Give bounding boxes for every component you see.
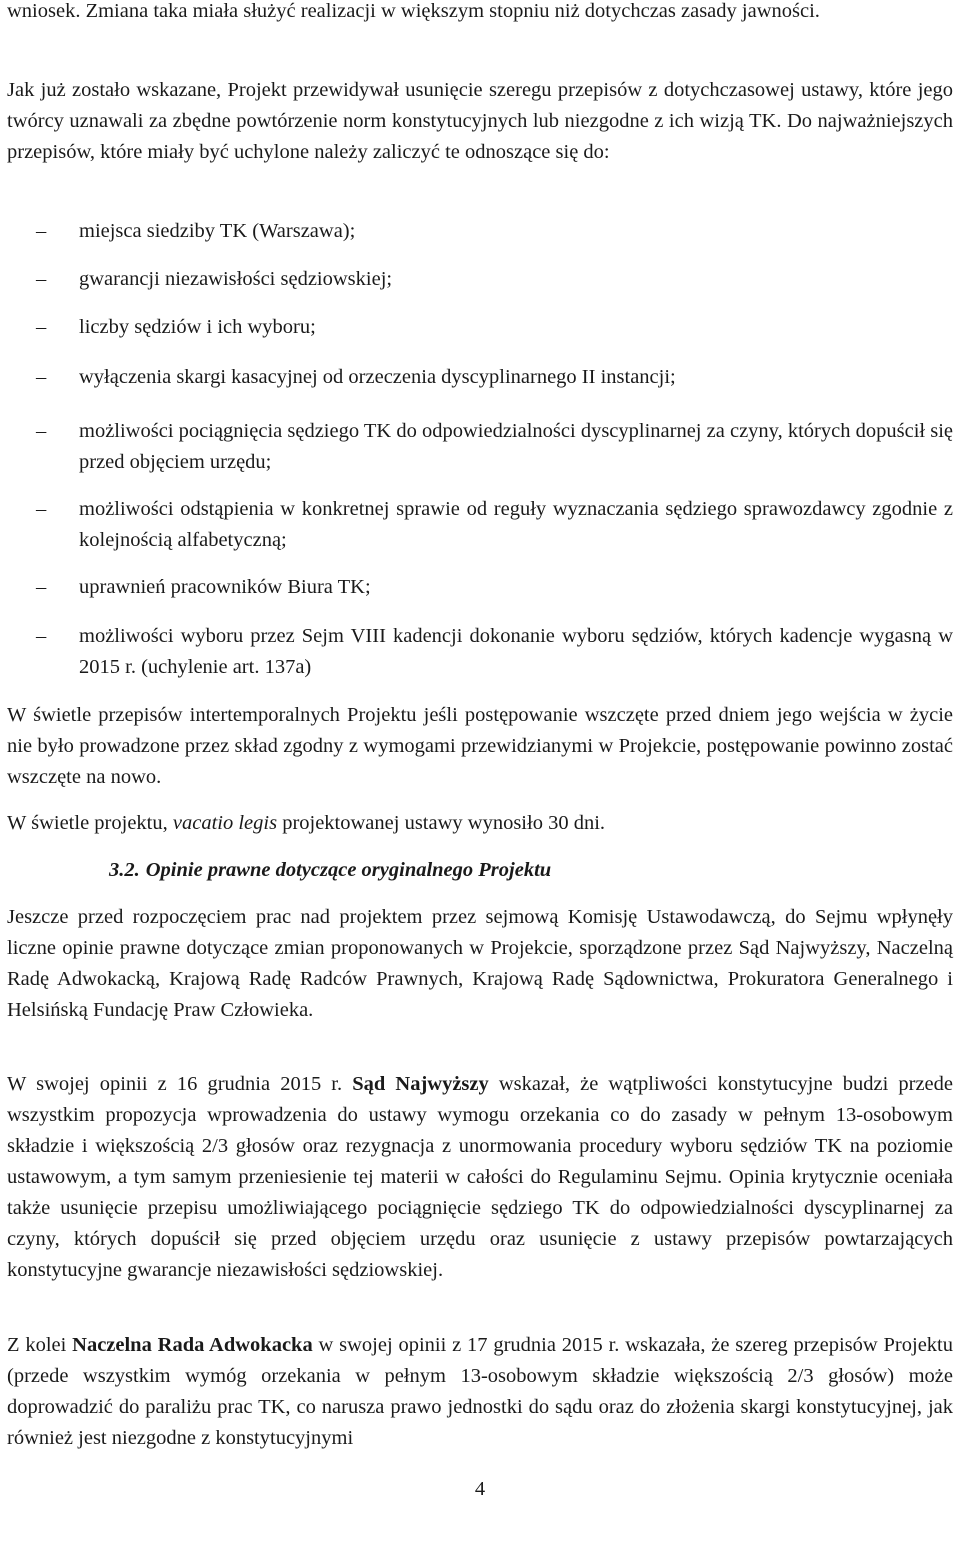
vacatio-legis-term: vacatio legis: [172, 812, 278, 834]
page-number: 4: [474, 1478, 486, 1500]
list-dash: –: [36, 498, 47, 520]
list-item: [7, 494, 953, 556]
section-title: Opinie prawne dotyczące oryginalnego Projektu: [145, 859, 552, 881]
list-item: [7, 362, 953, 393]
paragraph-opinions-overview: Jeszcze przed rozpoczęciem prac nad projektem przez sejmową Komisję Ustawodawczą, do Sejmu wpłynęły liczne opinie prawne dotyczące zmian proponowanych w Projekcie, sporządzone przez Sąd Najwyższy, Naczelną Radę Adwokacką, Krajową Radę Radców Prawnych, Krajową Radę Sądownictwa, Prokuratora Generalnego i Helsińską Fundację Praw Człowieka.: [7, 906, 953, 1021]
list-item-text: miejsca siedziby TK (Warszawa);: [79, 220, 356, 242]
list-dash: –: [36, 268, 47, 290]
vacatio-text-after: projektowanej ustawy wynosiło 30 dni.: [277, 812, 606, 834]
paragraph-intro: Jak już zostało wskazane, Projekt przewidywał usunięcie szeregu przepisów z dotychczasowej ustawy, które jego twórcy uznawali za zbędne powtórzenie norm konstytucyjnych lub niezgodne z ich wizją TK. Do najważniejszych przepisów, które miały być uchylone należy zaliczyć te odnoszące się do:: [7, 79, 953, 163]
list-dash: –: [36, 220, 47, 242]
supreme-court-name: Sąd Najwyższy: [352, 1073, 489, 1095]
paragraph-continuation: wniosek. Zmiana taka miała służyć realizacji w większym stopniu niż dotychczas zasady jawności.: [7, 0, 820, 22]
list-item: [7, 416, 953, 478]
list-item-text: wyłączenia skargi kasacyjnej od orzeczenia dyscyplinarnego II instancji;: [79, 366, 676, 388]
list-item: [7, 264, 953, 295]
list-item: [7, 572, 953, 603]
paragraph-supreme-court-opinion: [7, 1069, 953, 1286]
sn-text-after: wskazał, że wątpliwości konstytucyjne budzi przede wszystkim propozycja wprowadzenia do ustawy wymogu orzekania co do zasady w pełnym 13-osobowym składzie i większością 2/3 głosów oraz rezygnacja z unormowania procedury wyboru sędziów TK na poziomie ustawowym, a tym samym przeniesienie tej materii w całości do Regulaminu Sejmu. Opinia krytycznie oceniała także usunięcie przepisu umożliwiającego pociągnięcie sędziego TK do odpowiedzialności dyscyplinarnej za czyny, których dopuścił się przed objęciem urzędu oraz usunięcie z ustawy przepisów powtarzających konstytucyjne gwarancje niezawisłości sędziowskiej.: [7, 1073, 953, 1281]
section-heading: [109, 855, 551, 886]
nra-text-before: Z kolei: [7, 1334, 73, 1356]
list-item-text: gwarancji niezawisłości sędziowskiej;: [79, 268, 393, 290]
list-item-text: liczby sędziów i ich wyboru;: [79, 316, 316, 338]
paragraph-vacatio-legis: [7, 808, 953, 839]
list-dash: –: [36, 625, 47, 647]
list-dash: –: [36, 576, 47, 598]
list-dash: –: [36, 366, 47, 388]
list-item-text: uprawnień pracowników Biura TK;: [79, 576, 371, 598]
sn-text-before: W swojej opinii z 16 grudnia 2015 r.: [7, 1073, 353, 1095]
list-dash: –: [36, 420, 47, 442]
list-dash: –: [36, 316, 47, 338]
list-item-text: możliwości wyboru przez Sejm VIII kadencji dokonanie wyboru sędziów, których kadencje wygasną w 2015 r. (uchylenie art. 137a): [79, 625, 953, 678]
list-item-text: możliwości odstąpienia w konkretnej sprawie od reguły wyznaczania sędziego sprawozdawcy zgodnie z kolejnością alfabetyczną;: [79, 498, 953, 551]
list-item: [7, 216, 953, 247]
section-number: 3.2.: [109, 859, 140, 881]
list-item-text: możliwości pociągnięcia sędziego TK do odpowiedzialności dyscyplinarnej za czyny, których dopuścił się przed objęciem urzędu;: [79, 420, 953, 473]
list-item: [7, 621, 953, 683]
bar-council-name: Naczelna Rada Adwokacka: [72, 1334, 313, 1356]
list-item: [7, 312, 953, 343]
vacatio-text-before: W świetle projektu,: [7, 812, 173, 834]
nra-text-after: w swojej opinii z 17 grudnia 2015 r. wskazała, że szereg przepisów Projektu (przede wszystkim wymóg orzekania w pełnym 13-osobowym składzie większością 2/3 głosów) może doprowadzić do paraliżu prac TK, co narusza prawo jednostki do sądu oraz do złożenia skargi konstytucyjnej, jak również jest niezgodne z konstytucyjnymi: [7, 1334, 953, 1449]
paragraph-intertemporal: W świetle przepisów intertemporalnych Projektu jeśli postępowanie wszczęte przed dniem jego wejścia w życie nie było prowadzone przez skład zgodny z wymogami przewidzianymi w Projekcie, postępowanie powinno zostać wszczęte na nowo.: [7, 704, 953, 788]
paragraph-bar-council-opinion: [7, 1330, 953, 1454]
